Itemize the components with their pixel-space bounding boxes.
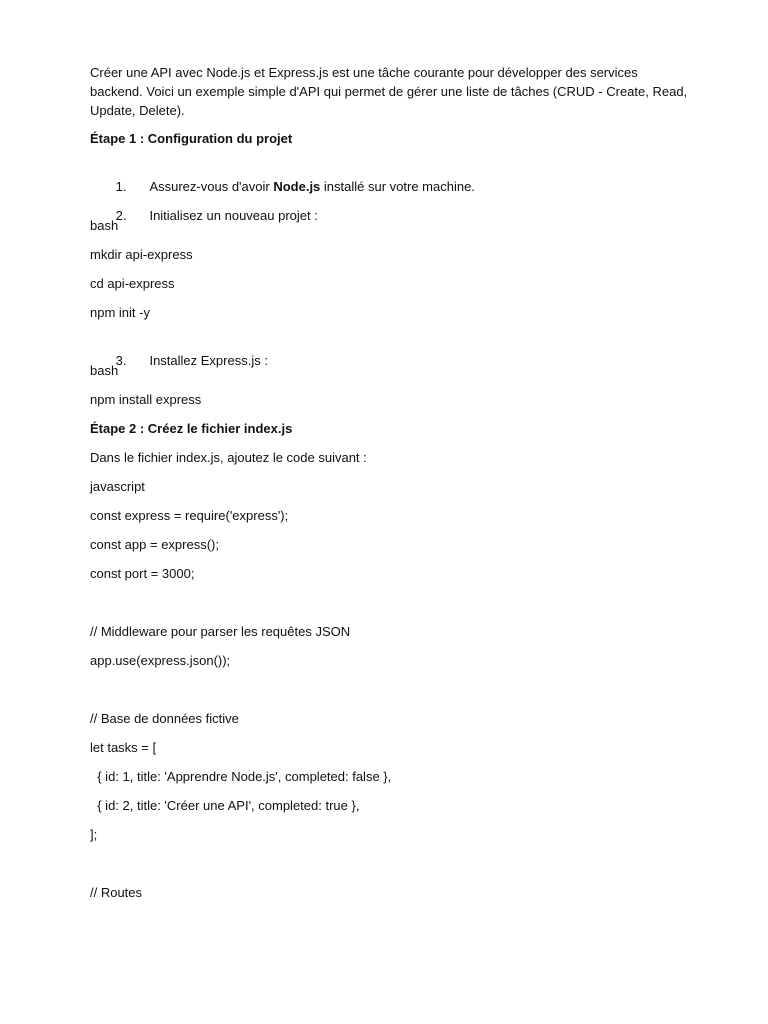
intro-paragraph: Créer une API avec Node.js et Express.js est une tâche courante pour développer des services backend. Voici un exemple simple d'API qui permet de gérer une liste de tâches (CRUD - Create, Read, Update, Delete).: [90, 65, 688, 118]
step1-heading: Étape 1 : Configuration du projet: [90, 131, 293, 146]
list-item-1: [90, 158, 690, 194]
code-line: mkdir api-express: [90, 247, 193, 262]
list-item-text-end: installé sur votre machine.: [320, 179, 475, 194]
code-line: { id: 2, title: 'Créer une API', completed: true },: [90, 798, 360, 813]
list-item-text: [149, 177, 474, 196]
document-page: [90, 63, 690, 912]
list-number: 1.: [115, 179, 127, 194]
code-line-blank: [90, 593, 690, 612]
code-comment: // Base de données fictive: [90, 711, 239, 726]
code-language-label: bash: [90, 363, 119, 378]
list-number: 3.: [115, 353, 127, 368]
step2-heading: Étape 2 : Créez le fichier index.js: [90, 421, 293, 436]
code-language-label: bash: [90, 218, 119, 233]
code-line: ];: [90, 827, 98, 842]
code-comment: // Routes: [90, 885, 143, 900]
code-comment: // Middleware pour parser les requêtes JSON: [90, 624, 351, 639]
code-line: npm init -y: [90, 305, 150, 320]
code-line: { id: 1, title: 'Apprendre Node.js', completed: false },: [90, 769, 392, 784]
code-line-blank: [90, 854, 690, 873]
code-language-label: javascript: [90, 479, 145, 494]
code-line: app.use(express.json());: [90, 653, 231, 668]
code-line-blank: [90, 680, 690, 699]
list-item-text: Initialisez un nouveau projet :: [149, 208, 318, 223]
code-line: npm install express: [90, 392, 202, 407]
code-line: const app = express();: [90, 537, 219, 552]
code-line: const express = require('express');: [90, 508, 289, 523]
code-line: let tasks = [: [90, 740, 157, 755]
list-item-text: Installez Express.js :: [149, 353, 268, 368]
list-item-bold-text: Node.js: [273, 179, 321, 194]
list-item-3: [90, 332, 690, 368]
step2-intro: Dans le fichier index.js, ajoutez le code suivant :: [90, 450, 367, 465]
list-number: 2.: [115, 208, 127, 223]
code-line: cd api-express: [90, 276, 175, 291]
code-line: const port = 3000;: [90, 566, 195, 581]
list-item-text-start: Assurez-vous d'avoir: [149, 179, 274, 194]
